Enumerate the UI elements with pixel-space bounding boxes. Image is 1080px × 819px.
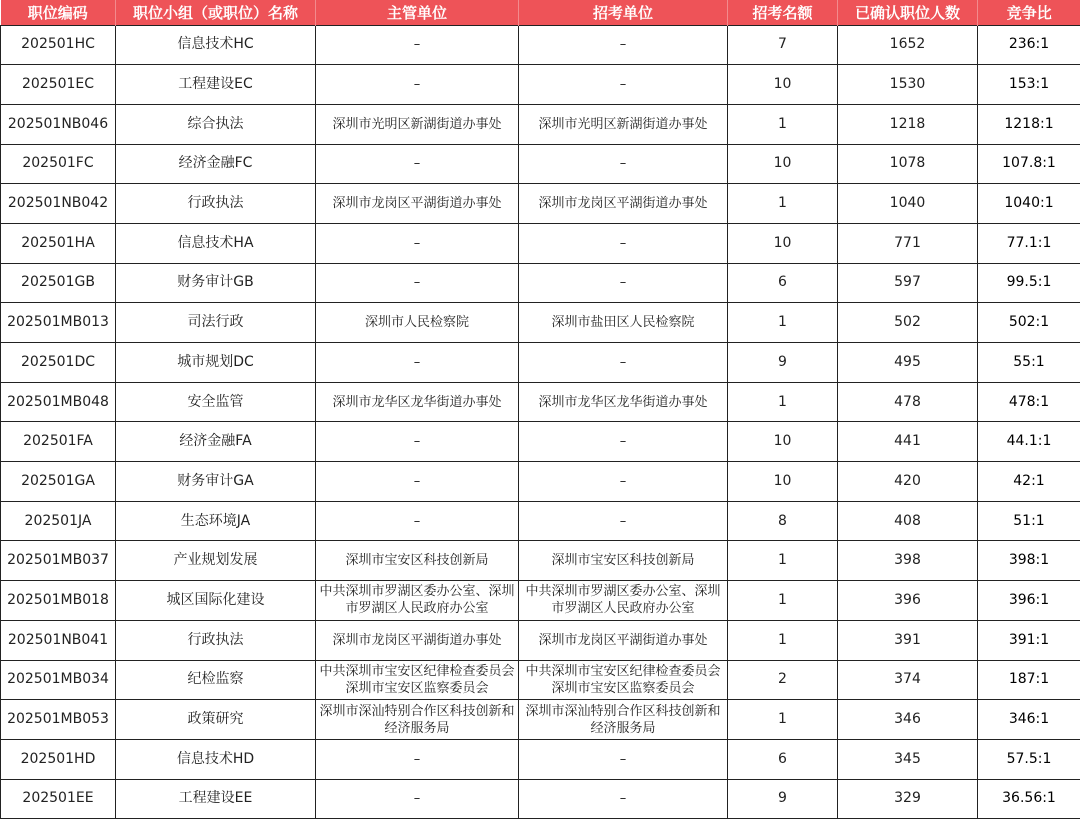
- cell-quota: 9: [728, 343, 838, 383]
- cell-competition-ratio: 398:1: [978, 541, 1080, 581]
- table-row: [1, 541, 1080, 581]
- cell-position-name: 经济金融FA: [116, 422, 316, 462]
- cell-position-code: 202501HD: [1, 739, 116, 779]
- cell-quota: 9: [728, 779, 838, 819]
- cell-position-name: 行政执法: [116, 184, 316, 224]
- cell-supervising-unit: 深圳市宝安区科技创新局: [316, 541, 519, 581]
- cell-quota: 6: [728, 263, 838, 303]
- cell-recruiting-unit: –: [519, 739, 728, 779]
- table-row: [1, 25, 1080, 65]
- cell-position-name: 信息技术HA: [116, 223, 316, 263]
- cell-confirmed-applicants: 420: [838, 462, 978, 502]
- cell-confirmed-applicants: 346: [838, 700, 978, 740]
- cell-position-code: 202501MB034: [1, 660, 116, 700]
- cell-position-code: 202501MB037: [1, 541, 116, 581]
- cell-competition-ratio: 55:1: [978, 343, 1080, 383]
- cell-position-code: 202501MB048: [1, 382, 116, 422]
- cell-competition-ratio: 187:1: [978, 660, 1080, 700]
- cell-competition-ratio: 1040:1: [978, 184, 1080, 224]
- cell-quota: 1: [728, 303, 838, 343]
- cell-competition-ratio: 57.5:1: [978, 739, 1080, 779]
- table-header: [1, 0, 1080, 25]
- cell-competition-ratio: 42:1: [978, 462, 1080, 502]
- cell-recruiting-unit: –: [519, 144, 728, 184]
- cell-competition-ratio: 346:1: [978, 700, 1080, 740]
- cell-recruiting-unit: –: [519, 462, 728, 502]
- cell-position-code: 202501MB018: [1, 581, 116, 621]
- table-row: [1, 104, 1080, 144]
- cell-supervising-unit: –: [316, 263, 519, 303]
- cell-supervising-unit: –: [316, 144, 519, 184]
- cell-confirmed-applicants: 345: [838, 739, 978, 779]
- cell-confirmed-applicants: 398: [838, 541, 978, 581]
- header-position-code: 职位编码: [1, 0, 116, 25]
- cell-recruiting-unit: 中共深圳市罗湖区委办公室、深圳市罗湖区人民政府办公室: [519, 581, 728, 621]
- cell-competition-ratio: 502:1: [978, 303, 1080, 343]
- cell-quota: 10: [728, 223, 838, 263]
- cell-quota: 1: [728, 541, 838, 581]
- cell-position-name: 城区国际化建设: [116, 581, 316, 621]
- table-row: [1, 184, 1080, 224]
- table-row: [1, 223, 1080, 263]
- cell-position-code: 202501NB042: [1, 184, 116, 224]
- cell-recruiting-unit: 深圳市龙岗区平湖街道办事处: [519, 184, 728, 224]
- cell-competition-ratio: 236:1: [978, 25, 1080, 65]
- cell-position-name: 经济金融FC: [116, 144, 316, 184]
- cell-supervising-unit: –: [316, 739, 519, 779]
- cell-position-code: 202501MB053: [1, 700, 116, 740]
- cell-supervising-unit: 深圳市深汕特别合作区科技创新和经济服务局: [316, 700, 519, 740]
- cell-position-name: 纪检监察: [116, 660, 316, 700]
- cell-position-code: 202501HC: [1, 25, 116, 65]
- cell-position-code: 202501FA: [1, 422, 116, 462]
- cell-quota: 10: [728, 422, 838, 462]
- cell-confirmed-applicants: 597: [838, 263, 978, 303]
- cell-confirmed-applicants: 1652: [838, 25, 978, 65]
- cell-position-name: 信息技术HD: [116, 739, 316, 779]
- cell-position-name: 工程建设EC: [116, 65, 316, 105]
- cell-position-name: 综合执法: [116, 104, 316, 144]
- cell-competition-ratio: 51:1: [978, 501, 1080, 541]
- cell-confirmed-applicants: 771: [838, 223, 978, 263]
- cell-competition-ratio: 99.5:1: [978, 263, 1080, 303]
- cell-position-code: 202501HA: [1, 223, 116, 263]
- cell-recruiting-unit: 深圳市盐田区人民检察院: [519, 303, 728, 343]
- cell-position-code: 202501GB: [1, 263, 116, 303]
- cell-recruiting-unit: –: [519, 65, 728, 105]
- cell-supervising-unit: –: [316, 223, 519, 263]
- cell-confirmed-applicants: 374: [838, 660, 978, 700]
- cell-position-code: 202501FC: [1, 144, 116, 184]
- header-competition-ratio: 竞争比: [978, 0, 1080, 25]
- table-row: [1, 422, 1080, 462]
- cell-position-name: 工程建设EE: [116, 779, 316, 819]
- cell-supervising-unit: 深圳市龙岗区平湖街道办事处: [316, 184, 519, 224]
- cell-supervising-unit: –: [316, 422, 519, 462]
- cell-quota: 1: [728, 700, 838, 740]
- cell-position-name: 信息技术HC: [116, 25, 316, 65]
- header-supervising-unit: 主管单位: [316, 0, 519, 25]
- cell-quota: 2: [728, 660, 838, 700]
- cell-position-name: 产业规划发展: [116, 541, 316, 581]
- cell-confirmed-applicants: 1530: [838, 65, 978, 105]
- table-row: [1, 65, 1080, 105]
- cell-supervising-unit: –: [316, 65, 519, 105]
- cell-recruiting-unit: –: [519, 223, 728, 263]
- cell-confirmed-applicants: 502: [838, 303, 978, 343]
- table-row: [1, 343, 1080, 383]
- cell-position-code: 202501GA: [1, 462, 116, 502]
- cell-supervising-unit: –: [316, 779, 519, 819]
- cell-quota: 6: [728, 739, 838, 779]
- cell-position-name: 政策研究: [116, 700, 316, 740]
- cell-quota: 7: [728, 25, 838, 65]
- cell-confirmed-applicants: 329: [838, 779, 978, 819]
- cell-competition-ratio: 153:1: [978, 65, 1080, 105]
- header-confirmed-applicants: 已确认职位人数: [838, 0, 978, 25]
- cell-position-code: 202501JA: [1, 501, 116, 541]
- table-row: [1, 501, 1080, 541]
- cell-competition-ratio: 44.1:1: [978, 422, 1080, 462]
- cell-position-code: 202501MB013: [1, 303, 116, 343]
- cell-quota: 1: [728, 382, 838, 422]
- cell-recruiting-unit: –: [519, 779, 728, 819]
- cell-position-name: 安全监管: [116, 382, 316, 422]
- cell-position-code: 202501DC: [1, 343, 116, 383]
- header-recruiting-unit: 招考单位: [519, 0, 728, 25]
- table-row: [1, 700, 1080, 740]
- cell-competition-ratio: 391:1: [978, 620, 1080, 660]
- header-position-name: 职位小组（或职位）名称: [116, 0, 316, 25]
- cell-competition-ratio: 107.8:1: [978, 144, 1080, 184]
- cell-position-code: 202501EE: [1, 779, 116, 819]
- table-row: [1, 660, 1080, 700]
- cell-recruiting-unit: 深圳市光明区新湖街道办事处: [519, 104, 728, 144]
- cell-confirmed-applicants: 478: [838, 382, 978, 422]
- cell-supervising-unit: –: [316, 501, 519, 541]
- table-row: [1, 620, 1080, 660]
- table-row: [1, 263, 1080, 303]
- cell-confirmed-applicants: 495: [838, 343, 978, 383]
- table-row: [1, 303, 1080, 343]
- header-quota: 招考名额: [728, 0, 838, 25]
- cell-confirmed-applicants: 396: [838, 581, 978, 621]
- cell-quota: 8: [728, 501, 838, 541]
- cell-supervising-unit: –: [316, 343, 519, 383]
- cell-competition-ratio: 36.56:1: [978, 779, 1080, 819]
- cell-recruiting-unit: 深圳市深汕特别合作区科技创新和经济服务局: [519, 700, 728, 740]
- cell-competition-ratio: 396:1: [978, 581, 1080, 621]
- cell-recruiting-unit: –: [519, 343, 728, 383]
- cell-recruiting-unit: –: [519, 422, 728, 462]
- cell-supervising-unit: –: [316, 462, 519, 502]
- cell-quota: 1: [728, 104, 838, 144]
- cell-recruiting-unit: 深圳市龙岗区平湖街道办事处: [519, 620, 728, 660]
- cell-competition-ratio: 77.1:1: [978, 223, 1080, 263]
- cell-recruiting-unit: –: [519, 501, 728, 541]
- cell-recruiting-unit: –: [519, 263, 728, 303]
- table-row: [1, 144, 1080, 184]
- cell-position-code: 202501EC: [1, 65, 116, 105]
- cell-quota: 10: [728, 462, 838, 502]
- cell-supervising-unit: –: [316, 25, 519, 65]
- cell-recruiting-unit: 中共深圳市宝安区纪律检查委员会深圳市宝安区监察委员会: [519, 660, 728, 700]
- cell-confirmed-applicants: 1078: [838, 144, 978, 184]
- table-row: [1, 382, 1080, 422]
- cell-confirmed-applicants: 1040: [838, 184, 978, 224]
- cell-position-code: 202501NB046: [1, 104, 116, 144]
- cell-supervising-unit: 中共深圳市罗湖区委办公室、深圳市罗湖区人民政府办公室: [316, 581, 519, 621]
- cell-recruiting-unit: 深圳市龙华区龙华街道办事处: [519, 382, 728, 422]
- cell-confirmed-applicants: 408: [838, 501, 978, 541]
- cell-position-name: 司法行政: [116, 303, 316, 343]
- table-row: [1, 739, 1080, 779]
- header-row: [1, 0, 1080, 25]
- table-body: [1, 25, 1080, 819]
- cell-confirmed-applicants: 441: [838, 422, 978, 462]
- cell-confirmed-applicants: 1218: [838, 104, 978, 144]
- cell-supervising-unit: 中共深圳市宝安区纪律检查委员会深圳市宝安区监察委员会: [316, 660, 519, 700]
- cell-competition-ratio: 478:1: [978, 382, 1080, 422]
- cell-supervising-unit: 深圳市光明区新湖街道办事处: [316, 104, 519, 144]
- cell-position-name: 财务审计GA: [116, 462, 316, 502]
- cell-supervising-unit: 深圳市人民检察院: [316, 303, 519, 343]
- cell-supervising-unit: 深圳市龙岗区平湖街道办事处: [316, 620, 519, 660]
- cell-position-name: 财务审计GB: [116, 263, 316, 303]
- cell-recruiting-unit: 深圳市宝安区科技创新局: [519, 541, 728, 581]
- cell-quota: 10: [728, 144, 838, 184]
- cell-quota: 1: [728, 184, 838, 224]
- table-row: [1, 462, 1080, 502]
- table-row: [1, 581, 1080, 621]
- cell-quota: 10: [728, 65, 838, 105]
- cell-competition-ratio: 1218:1: [978, 104, 1080, 144]
- cell-supervising-unit: 深圳市龙华区龙华街道办事处: [316, 382, 519, 422]
- cell-position-name: 生态环境JA: [116, 501, 316, 541]
- cell-quota: 1: [728, 620, 838, 660]
- cell-recruiting-unit: –: [519, 25, 728, 65]
- cell-position-name: 行政执法: [116, 620, 316, 660]
- cell-position-code: 202501NB041: [1, 620, 116, 660]
- cell-quota: 1: [728, 581, 838, 621]
- cell-confirmed-applicants: 391: [838, 620, 978, 660]
- cell-position-name: 城市规划DC: [116, 343, 316, 383]
